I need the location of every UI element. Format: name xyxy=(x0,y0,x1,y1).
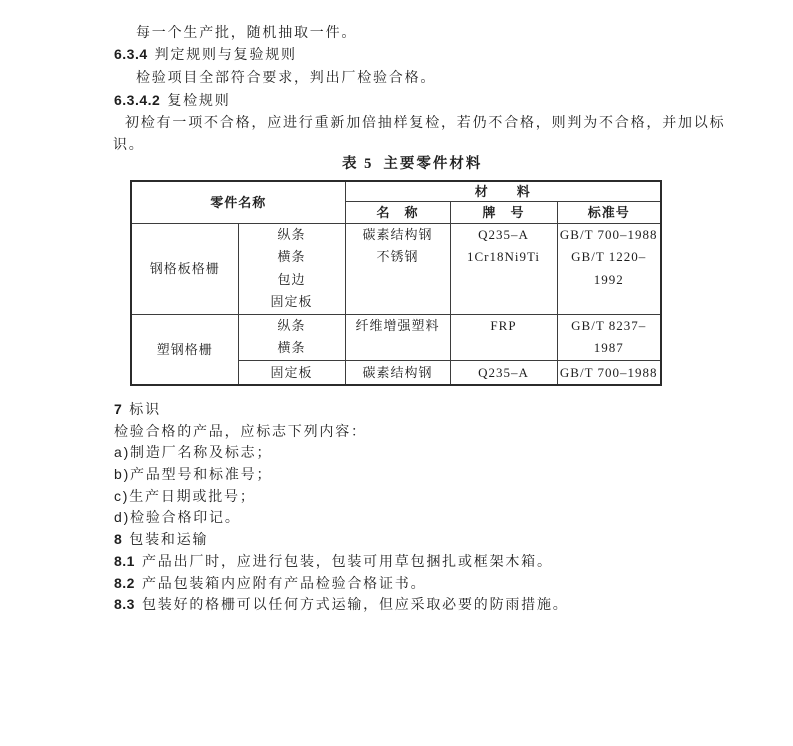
section-number: 8 xyxy=(114,531,123,547)
body-text: 每一个生产批，随机抽取一件。 xyxy=(136,24,358,40)
cell-material-name-frp: 纤维增强塑料 xyxy=(345,314,450,360)
cell-subparts-steel xyxy=(238,223,345,314)
body-text: 检验项目全部符合要求，判出厂检验合格。 xyxy=(136,69,437,85)
cell-subparts-plastic xyxy=(238,314,345,360)
table-caption-number: 表 5 xyxy=(342,156,374,172)
body-text: d)检验合格印记。 xyxy=(114,509,241,525)
section-number: 6.3.4.2 xyxy=(114,92,161,108)
subpart: 固定板 xyxy=(270,294,313,309)
cell-part-plastic-grating: 塑钢格栅 xyxy=(131,314,238,385)
list-item-d xyxy=(114,506,241,528)
list-item-a xyxy=(114,441,272,463)
section-title: 复检规则 xyxy=(167,92,231,108)
cell-material-name-carbon-steel: 碳素结构钢 xyxy=(345,360,450,385)
body-line xyxy=(136,66,436,88)
body-text: 检验合格的产品，应标志下列内容： xyxy=(114,423,367,439)
section-number: 7 xyxy=(114,401,123,417)
header-part-name: 零件名称 xyxy=(131,181,345,223)
list-item-b xyxy=(114,463,272,485)
cell-grade-frp: FRP xyxy=(450,314,557,360)
cell-material-names-steel xyxy=(345,223,450,314)
section-title: 包装和运输 xyxy=(129,531,209,547)
section-number: 8.3 xyxy=(114,596,135,612)
subpart: 横条 xyxy=(277,340,306,355)
section-heading-8 xyxy=(114,528,208,550)
table-caption-title: 主要零件材料 xyxy=(383,156,483,172)
cell-part-steel-grating: 钢格板格栅 xyxy=(131,223,238,314)
standard-number: GB/T 1220–1992 xyxy=(571,249,647,287)
body-line xyxy=(114,420,367,442)
material-grade: Q235–A xyxy=(478,226,529,242)
material-name: 碳素结构钢 xyxy=(362,226,433,242)
subpart: 纵条 xyxy=(277,317,306,333)
material-grade: 1Cr18Ni9Ti xyxy=(466,249,541,264)
body-text: a)制造厂名称及标志； xyxy=(114,444,273,460)
section-title: 判定规则与复验规则 xyxy=(154,46,297,62)
subpart: 包边 xyxy=(277,271,306,287)
material-name: 不锈钢 xyxy=(376,249,419,264)
cell-grade-q235: Q235–A xyxy=(450,360,557,385)
body-text: 产品包装箱内应附有产品检验合格证书。 xyxy=(141,575,427,591)
section-number: 8.1 xyxy=(114,553,135,569)
list-item-c xyxy=(114,485,256,507)
section-heading-6-3-4-2 xyxy=(114,89,231,111)
section-8-3 xyxy=(114,593,569,615)
body-line xyxy=(113,133,145,155)
cell-standard-frp: GB/T 8237–1987 xyxy=(557,314,661,360)
body-text: b)产品型号和标准号； xyxy=(114,466,273,482)
body-line xyxy=(136,21,357,43)
section-number: 8.2 xyxy=(114,575,135,591)
section-8-1 xyxy=(114,550,553,572)
section-heading-6-3-4 xyxy=(114,43,297,65)
section-8-2 xyxy=(114,572,426,594)
subpart: 横条 xyxy=(277,249,306,264)
materials-table xyxy=(130,180,662,386)
cell-subpart-fixing-plate: 固定板 xyxy=(238,360,345,385)
header-material: 材 料 xyxy=(345,181,661,201)
section-number: 6.3.4 xyxy=(114,46,148,62)
cell-standard-gbt700: GB/T 700–1988 xyxy=(557,360,661,385)
body-line xyxy=(125,111,725,133)
table-caption xyxy=(342,152,482,173)
body-text: 包装好的格栅可以任何方式运输，但应采取必要的防雨措施。 xyxy=(141,596,569,612)
subpart: 纵条 xyxy=(277,226,306,242)
header-grade: 牌 号 xyxy=(450,201,557,223)
body-text: c)生产日期或批号； xyxy=(114,488,256,504)
header-standard: 标准号 xyxy=(557,201,661,223)
body-text: 产品出厂时，应进行包装，包装可用草包捆扎或框架木箱。 xyxy=(141,553,553,569)
header-name: 名 称 xyxy=(345,201,450,223)
section-heading-7 xyxy=(114,398,161,420)
cell-standards-steel xyxy=(557,223,661,314)
body-text: 识。 xyxy=(113,136,145,152)
standard-number: GB/T 700–1988 xyxy=(559,226,658,242)
cell-grades-steel xyxy=(450,223,557,314)
section-title: 标识 xyxy=(129,401,161,417)
body-text: 初检有一项不合格，应进行重新加倍抽样复检，若仍不合格，则判为不合格，并加以标 xyxy=(125,114,726,130)
